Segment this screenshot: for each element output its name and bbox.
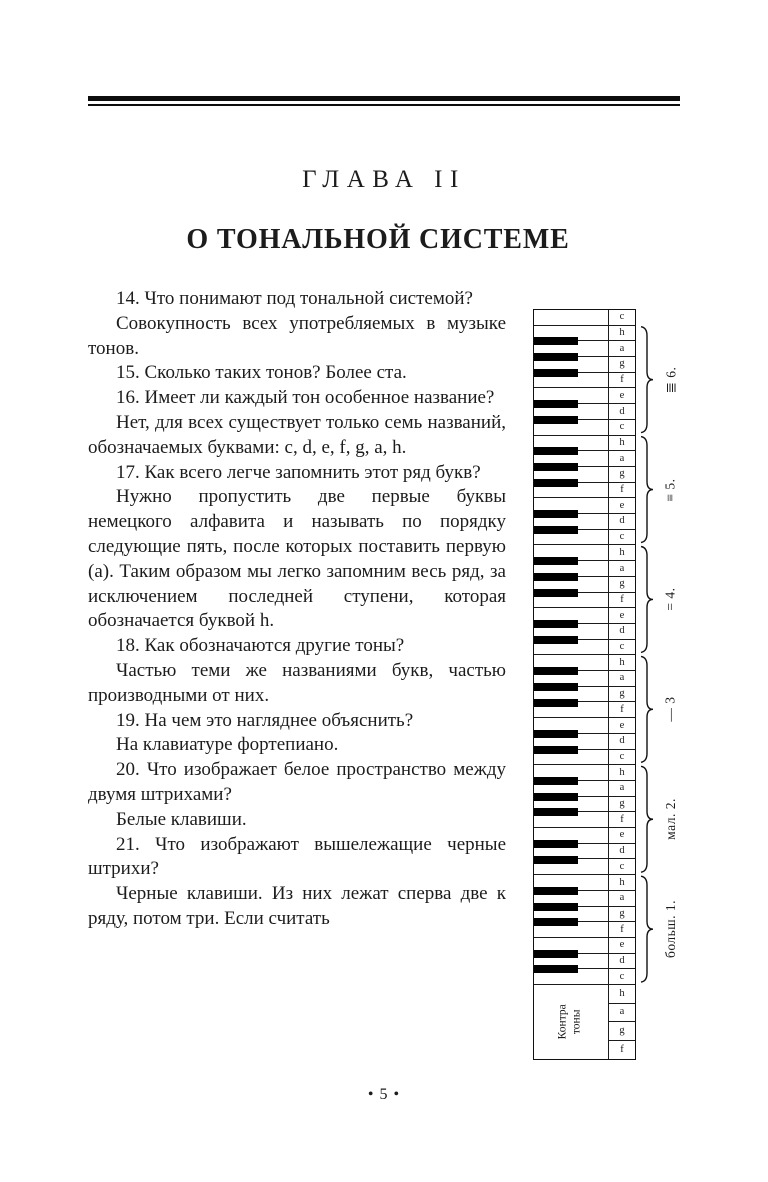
note-letter: e: [619, 499, 625, 511]
black-key-bar: [534, 510, 578, 518]
note-letter: f: [620, 373, 624, 385]
paragraph: 15. Сколько таких тонов? Более ста.: [116, 362, 407, 384]
black-key-bar: [534, 746, 578, 754]
octave-bracket: [641, 547, 653, 653]
octave-bracket: [641, 437, 653, 543]
black-key-bar: [534, 950, 578, 958]
contra-note-cell: [609, 985, 635, 1004]
octave-bracket: [641, 766, 653, 872]
note-letter: c: [619, 860, 625, 872]
note-letter: h: [619, 987, 625, 999]
note-letter: e: [619, 389, 625, 401]
paragraph: Частью теми же названиями букв, частью производными от них.: [88, 659, 506, 706]
rule-thick: [88, 96, 680, 101]
note-letter: f: [620, 1043, 624, 1055]
note-letter: f: [620, 813, 624, 825]
octave-bracket: [641, 327, 653, 433]
paragraph: На клавиатуре фортепиано.: [116, 734, 339, 756]
black-key-bar: [534, 667, 578, 675]
octave-label: ≡ 5.: [663, 477, 678, 502]
octave-label: больш. 1.: [663, 900, 679, 959]
note-letter: d: [619, 844, 625, 856]
body-text: [88, 287, 506, 932]
octave-label: = 4.: [663, 587, 678, 611]
note-letter: h: [619, 766, 625, 778]
black-key-bar: [534, 573, 578, 581]
note-letter: g: [619, 577, 625, 589]
contra-octave-box: [534, 985, 635, 1059]
black-key-bar: [534, 337, 578, 345]
note-letter: c: [619, 640, 625, 652]
black-key-bar: [534, 416, 578, 424]
contra-note-cell: [609, 1022, 635, 1041]
note-letter: a: [619, 452, 625, 464]
octave-bracket: [641, 656, 653, 762]
note-letter: h: [619, 326, 625, 338]
note-letter: f: [620, 923, 624, 935]
note-letter: d: [619, 734, 625, 746]
black-key-bar: [534, 887, 578, 895]
black-key-bar: [534, 447, 578, 455]
paragraph: Нужно пропустить две первые буквы немецкого алфавита и называть по порядку следующие пять, после которых поставить первую (a). Таким образом мы легко запомним весь ряд, за исключением последней ступени, которая обозначается буквой h.: [88, 486, 506, 632]
black-key-bar: [534, 526, 578, 534]
decorative-double-rule: [88, 96, 680, 106]
note-letter: h: [619, 656, 625, 668]
black-key-bar: [534, 840, 578, 848]
keyboard-diagram: [533, 309, 636, 1060]
rule-thin: [88, 104, 680, 106]
note-letter: a: [619, 1006, 625, 1018]
black-key-bar: [534, 730, 578, 738]
black-key-bar: [534, 918, 578, 926]
octave-label: ≣ 6.: [663, 366, 678, 394]
paragraph: 16. Имеет ли каждый тон особенное название?: [116, 387, 495, 409]
black-key-bar: [534, 808, 578, 816]
octave-label: — 3: [663, 696, 678, 722]
contra-octave-label: Контра тоны: [556, 1004, 583, 1040]
paragraph: 20. Что изображает белое пространство между двумя штрихами?: [88, 759, 506, 805]
black-key-bar: [534, 400, 578, 408]
note-letter: e: [619, 719, 625, 731]
page-title: О ТОНАЛЬНОЙ СИСТЕМЕ: [186, 224, 570, 255]
black-key-bar: [534, 856, 578, 864]
note-letter: g: [619, 797, 625, 809]
note-letter: f: [620, 483, 624, 495]
page-number: • 5 •: [367, 1086, 401, 1103]
note-letter: a: [619, 891, 625, 903]
paragraph: Нет, для всех существует только семь названий, обозначаемых буквами: c, d, e, f, g, a, h.: [88, 411, 506, 458]
note-letter: h: [619, 876, 625, 888]
note-letter: d: [619, 954, 625, 966]
note-letter: h: [619, 436, 625, 448]
black-key-bar: [534, 699, 578, 707]
black-key-bar: [534, 683, 578, 691]
black-key-bar: [534, 369, 578, 377]
note-letter: g: [619, 358, 625, 370]
note-letter: a: [619, 562, 625, 574]
black-key-bar: [534, 636, 578, 644]
keyboard-letter-divider: [608, 310, 609, 1059]
note-letter: a: [619, 782, 625, 794]
note-letter: h: [619, 546, 625, 558]
note-letter: c: [619, 970, 625, 982]
octave-brackets: [638, 309, 656, 985]
black-key-bar: [534, 589, 578, 597]
note-letter: e: [619, 939, 625, 951]
paragraph: 18. Как обозначаются другие тоны?: [116, 635, 405, 657]
chapter-heading: ГЛАВА II: [302, 166, 466, 193]
black-key-bar: [534, 353, 578, 361]
black-key-bar: [534, 479, 578, 487]
note-letter: f: [620, 703, 624, 715]
paragraph: 17. Как всего легче запомнить этот ряд букв?: [116, 461, 481, 483]
note-letter: g: [619, 468, 625, 480]
octave-label: мал. 2.: [663, 798, 678, 841]
note-letter: a: [619, 342, 625, 354]
paragraph: 14. Что понимают под тональной системой?: [116, 288, 473, 309]
note-letter: c: [619, 311, 625, 323]
note-letter: d: [619, 515, 625, 527]
contra-note-cell: [609, 1004, 635, 1023]
piano-key-row: [534, 310, 635, 326]
paragraph: Черные клавиши. Из них лежат сперва две к ряду, потом три. Если считать: [88, 883, 506, 929]
note-letter: g: [619, 907, 625, 919]
note-letter: d: [619, 405, 625, 417]
black-key-bar: [534, 903, 578, 911]
contra-note-cell: [609, 1041, 635, 1060]
paragraph: Белые клавиши.: [116, 808, 247, 830]
note-letter: a: [619, 672, 625, 684]
note-letter: d: [619, 625, 625, 637]
paragraph: Совокупность всех употребляемых в музыке тонов.: [88, 312, 506, 359]
paragraph: 21. Что изображают вышележащие черные штрихи?: [88, 833, 506, 880]
note-letter: e: [619, 829, 625, 841]
black-key-bar: [534, 777, 578, 785]
note-letter: e: [619, 609, 625, 621]
note-letter: c: [619, 420, 625, 432]
black-key-bar: [534, 965, 578, 973]
paragraph: 19. На чем это нагляднее объяснить?: [116, 709, 414, 731]
note-letter: c: [619, 750, 625, 762]
black-key-bar: [534, 793, 578, 801]
black-key-bar: [534, 557, 578, 565]
octave-bracket: [641, 876, 653, 982]
note-letter: c: [619, 530, 625, 542]
keyboard-keys-area: [534, 310, 635, 985]
black-key-bar: [534, 620, 578, 628]
note-letter: g: [619, 687, 625, 699]
note-letter: f: [620, 593, 624, 605]
note-letter: g: [619, 1024, 625, 1036]
black-key-bar: [534, 463, 578, 471]
